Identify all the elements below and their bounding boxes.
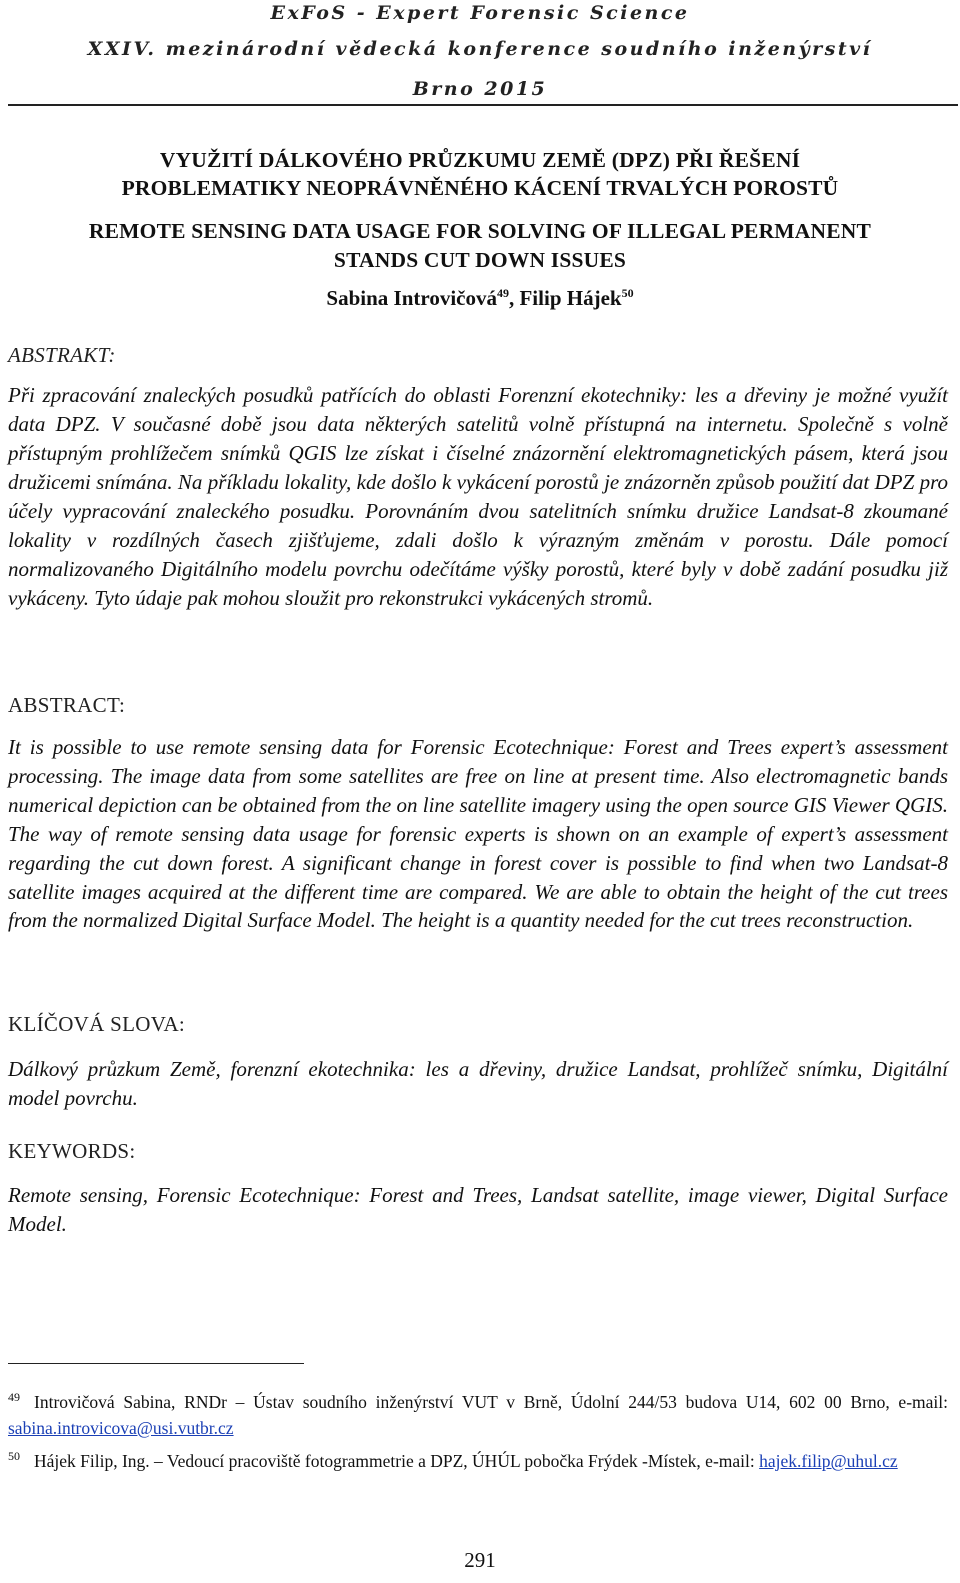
klicova-slova-text: Dálkový průzkum Země, forenzní ekotechnika: les a dřeviny, družice Landsat, prohlížeč snímku, Digitální model povrchu. [8,1057,948,1110]
footnote [8,1389,948,1441]
author-footnote-ref[interactable]: 49 [496,286,509,300]
footnote-number: 50 [8,1449,20,1464]
abstrakt-heading: ABSTRAKT: [8,343,116,367]
author-name: Sabina Introvičová [326,286,497,310]
header-divider [8,104,958,106]
author-line [0,284,960,312]
abstract-text: It is possible to use remote sensing data for Forensic Ecotechnique: Forest and Trees expert’s assessment processing. The image data from some satellites are free on line at present time. Also electromagnetic bands numerical depiction can be obtained from the on line satellite imagery using the open source GIS Viewer QGIS. The way of remote sensing data usage for forensic experts is shown on an example of expert’s assessment regarding the cut down forest. A significant change in forest cover is possible to find when two Landsat-8 satellite images acquired at the different time are compared. We are able to obtain the height of the cut trees from the normalized Digital Surface Model. The height is a quantity needed for the cut trees reconstruction. [8,735,948,933]
conference-header-name: ExFoS - Expert Forensic Science [270,2,690,24]
keywords-text: Remote sensing, Forensic Ecotechnique: Forest and Trees, Landsat satellite, image viewer, Digital Surface Model. [8,1183,948,1236]
footnote-number: 49 [8,1390,20,1405]
email-link[interactable]: sabina.introvicova@usi.vutbr.cz [8,1418,234,1438]
title-en-line-2: STANDS CUT DOWN ISSUES [333,248,627,272]
abstract-heading: ABSTRACT: [8,693,126,717]
author-footnote-ref[interactable]: 50 [621,286,634,300]
footnote-divider [8,1363,304,1364]
conference-header-venue: Brno 2015 [412,78,548,100]
footnote-text: Introvičová Sabina, RNDr – Ústav soudního inženýrství VUT v Brně, Údolní 244/53 budova U14, 602 00 Brno, e-mail: [34,1392,948,1412]
author-name: Filip Hájek [519,286,622,310]
title-cz-line-1: VYUŽITÍ DÁLKOVÉHO PRŮZKUMU ZEMĚ (DPZ) PŘI ŘEŠENÍ [159,148,801,172]
klicova-slova-heading: KLÍČOVÁ SLOVA: [8,1012,186,1036]
page-number: 291 [464,1548,496,1572]
email-link[interactable]: hajek.filip@uhul.cz [759,1451,898,1471]
footnote [8,1448,948,1474]
abstrakt-text: Při zpracování znaleckých posudků patřících do oblasti Forenzní ekotechniky: les a dřeviny je možné využít data DPZ. V současné době jsou data některých satelitů volně přístupná na internetu. Společně s volně přístupným prohlížečem snímků QGIS lze získat i číselné znázornění elektromagnetických pásem, která jsou družicemi snímána. Na příkladu lokality, kde došlo k vykácení porostů je znázorněn způsob použití dat DPZ pro účely vypracování znaleckého posudku. Porovnáním dvou satelitních snímku družice Landsat-8 zkoumané lokality v rozdílných časech zjišťujeme, zdali došlo k výrazným změnám v porostu. Dále pomocí normalizovaného Digitálního modelu povrchu odečítáme výšky porostů, které byly v době zadání posudku již vykáceny. Tyto údaje pak mohou sloužit pro rekonstrukci vykácených stromů. [8,383,948,610]
author-separator: , [508,286,520,310]
conference-header-title: XXIV. mezinárodní vědecká konference soudního inženýrství [87,38,873,60]
keywords-heading: KEYWORDS: [8,1139,136,1163]
title-en-line-1: REMOTE SENSING DATA USAGE FOR SOLVING OF ILLEGAL PERMANENT [88,219,872,243]
footnote-text: Hájek Filip, Ing. – Vedoucí pracoviště fotogrammetrie a DPZ, ÚHÚL pobočka Frýdek -Místek, e-mail: [34,1451,760,1471]
title-cz-line-2: PROBLEMATIKY NEOPRÁVNĚNÉHO KÁCENÍ TRVALÝCH POROSTŮ [121,176,839,200]
